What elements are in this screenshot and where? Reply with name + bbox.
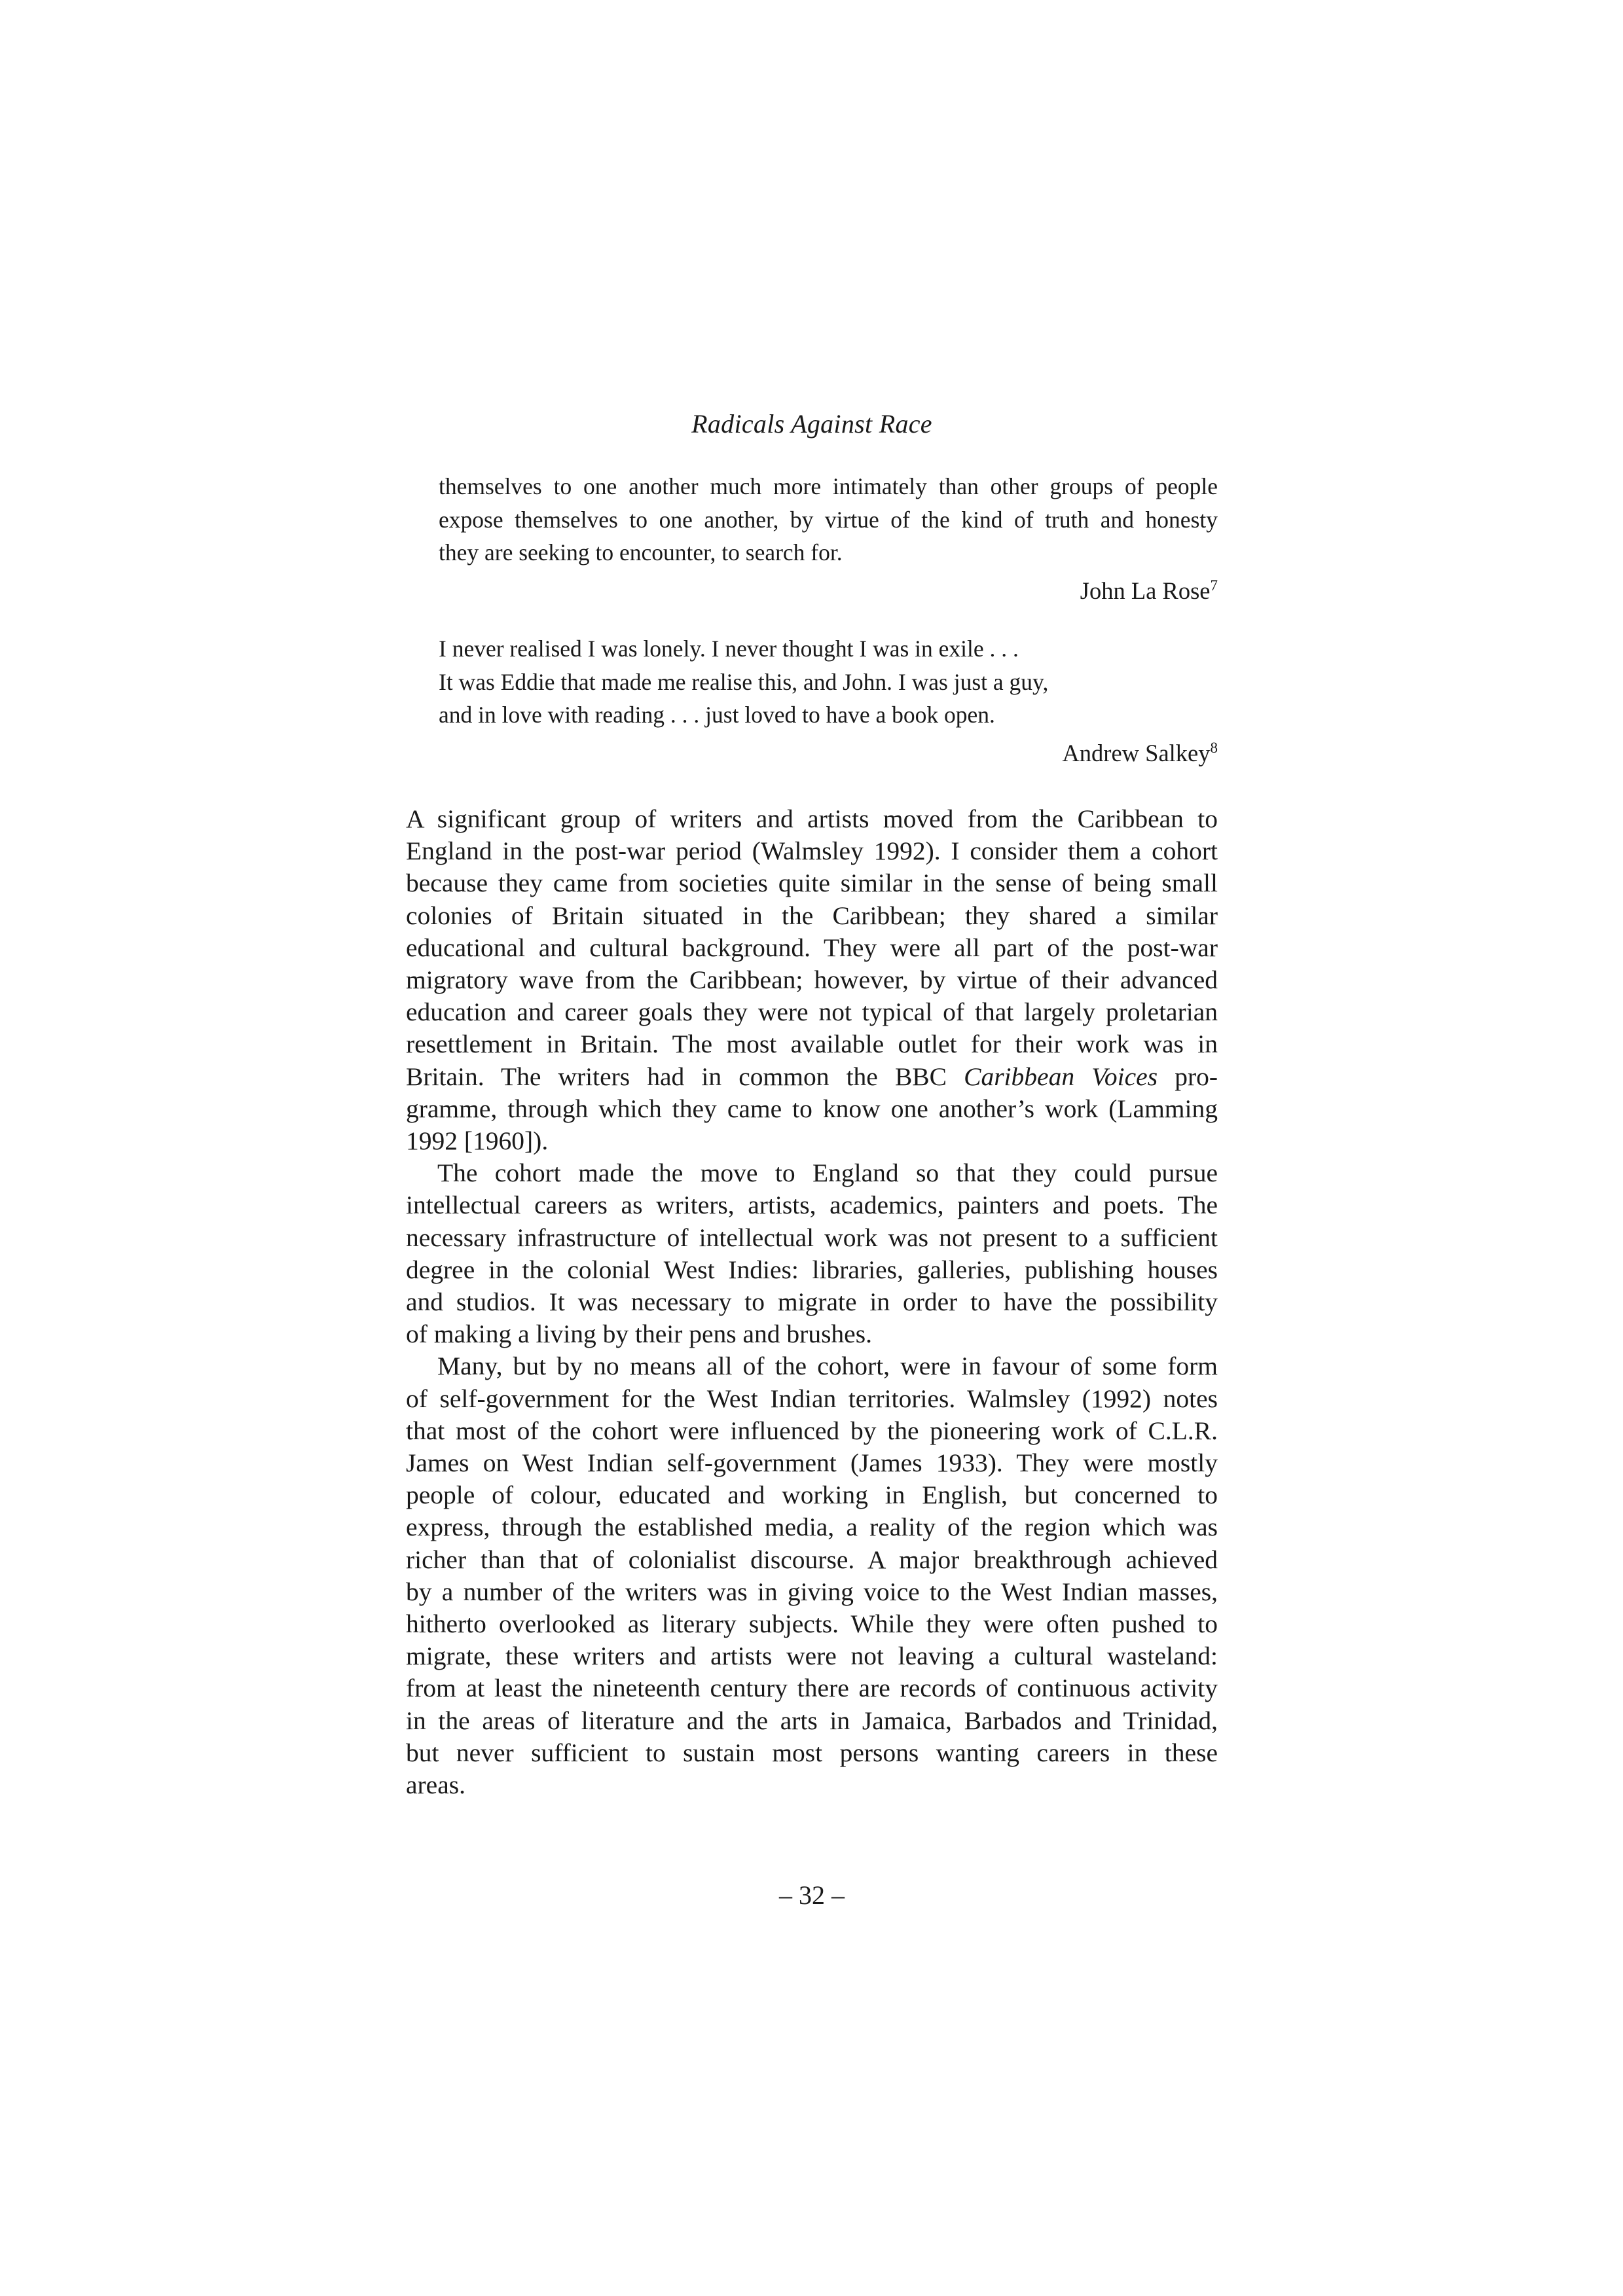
text-line: that most of the cohort were influenced by the pioneering work of C.L.R. — [406, 1416, 1218, 1445]
attribution-name: John La Rose — [1080, 577, 1211, 604]
paragraph-2 — [406, 1157, 1218, 1350]
epigraph-line: themselves to one another much more intimately than other groups of people — [439, 473, 1218, 499]
text-line: areas. — [406, 1770, 465, 1800]
text-line: migratory wave from the Caribbean; however, by virtue of their advanced — [406, 965, 1218, 995]
text-line: but never sufficient to sustain most persons wanting careers in these — [406, 1738, 1218, 1767]
text-line: richer than that of colonialist discourse. A major breakthrough achieved — [406, 1545, 1218, 1574]
text-line: A significant group of writers and artists moved from the Caribbean to — [406, 804, 1218, 833]
footnote-marker: 7 — [1210, 577, 1218, 594]
paragraph-3 — [406, 1350, 1218, 1801]
footnote-marker: 8 — [1210, 739, 1218, 756]
text-line: from at least the nineteenth century there are records of continuous activity — [406, 1674, 1218, 1703]
epigraph-line: It was Eddie that made me realise this, and John. I was just a guy, — [439, 668, 1049, 695]
text-line: of self-government for the West Indian territories. Walmsley (1992) notes — [406, 1384, 1218, 1413]
epigraph-andrew-salkey — [439, 632, 1218, 770]
epigraph-line: they are seeking to encounter, to search for. — [439, 539, 843, 565]
page-number: – 32 – — [779, 1880, 845, 1910]
text-line: by a number of the writers was in giving voice to the West Indian masses, — [406, 1577, 1218, 1606]
running-head: Radicals Against Race — [691, 409, 932, 439]
epigraph-verse — [439, 632, 1218, 732]
text-line: James on West Indian self-government (James 1933). They were mostly — [406, 1448, 1218, 1478]
text-line: education and career goals they were not typical of that largely proletarian — [406, 997, 1218, 1027]
text-line: intellectual careers as writers, artists, academics, painters and poets. The — [406, 1191, 1218, 1220]
paragraph-1 — [406, 803, 1218, 1157]
text-line: 1992 [1960]). — [406, 1126, 549, 1156]
text-line: England in the post-war period (Walmsley 1992). I consider them a cohort — [406, 836, 1218, 866]
text-line: migrate, these writers and artists were not leaving a cultural wasteland: — [406, 1641, 1218, 1671]
epigraph-line: expose themselves to one another, by virtue of the kind of truth and honesty — [439, 506, 1218, 533]
text-line: because they came from societies quite similar in the sense of being small — [406, 869, 1218, 898]
epigraph-attribution — [439, 575, 1218, 607]
body-text — [406, 803, 1218, 1801]
text-line: colonies of Britain situated in the Caribbean; they shared a similar — [406, 901, 1218, 930]
attribution-name: Andrew Salkey — [1062, 739, 1211, 766]
text-line: gramme, through which they came to know one another’s work (Lamming — [406, 1094, 1218, 1123]
text-line-with-italic-title: Britain. The writers had in common the BBC Caribbean Voices pro- — [406, 1062, 1218, 1091]
text-line: degree in the colonial West Indies: libraries, galleries, publishing houses — [406, 1255, 1218, 1284]
text-line: in the areas of literature and the arts in Jamaica, Barbados and Trinidad, — [406, 1706, 1218, 1735]
text-line: and studios. It was necessary to migrate in order to have the possibility — [406, 1287, 1218, 1317]
text-line: resettlement in Britain. The most available outlet for their work was in — [406, 1030, 1218, 1059]
text-line: The cohort made the move to England so that they could pursue — [437, 1158, 1218, 1188]
text-line: necessary infrastructure of intellectual work was not present to a sufficient — [406, 1223, 1218, 1252]
text-line: educational and cultural background. They were all part of the post-war — [406, 933, 1218, 962]
text-line: hitherto overlooked as literary subjects. While they were often pushed to — [406, 1609, 1218, 1639]
epigraph-line: I never realised I was lonely. I never thought I was in exile . . . — [439, 636, 1019, 662]
epigraph-line: and in love with reading . . . just loved to have a book open. — [439, 702, 995, 728]
epigraph-text — [439, 470, 1218, 569]
text-line: people of colour, educated and working in English, but concerned to — [406, 1480, 1218, 1510]
epigraph-attribution — [439, 737, 1218, 770]
text-line: express, through the established media, a reality of the region which was — [406, 1513, 1218, 1542]
text-line: Many, but by no means all of the cohort, were in favour of some form — [437, 1352, 1218, 1381]
epigraph-john-la-rose — [439, 470, 1218, 607]
programme-title: Caribbean Voices — [964, 1062, 1158, 1091]
text-line: of making a living by their pens and brushes. — [406, 1319, 872, 1349]
